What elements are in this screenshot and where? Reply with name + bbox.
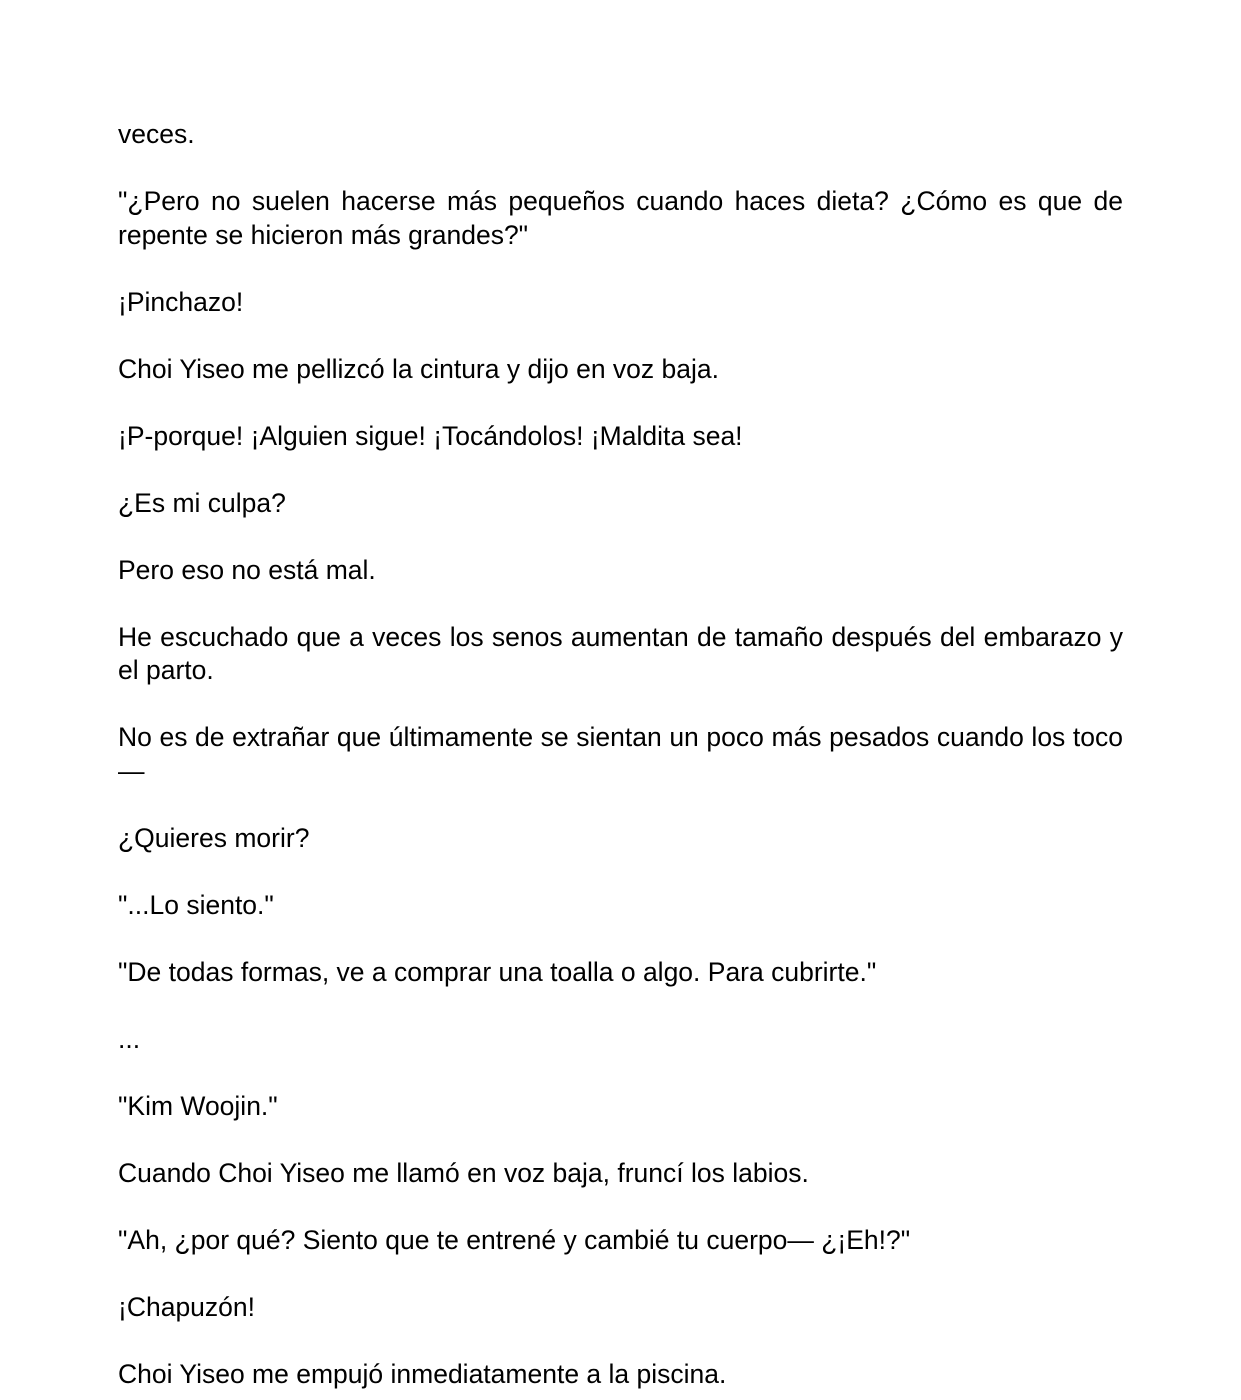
paragraph: "¿Pero no suelen hacerse más pequeños cuando haces dieta? ¿Cómo es que de repente se hicieron más grandes?" [118, 186, 1123, 250]
paragraph: veces. [118, 119, 195, 149]
paragraph: "Ah, ¿por qué? Siento que te entrené y cambié tu cuerpo— ¿¡Eh!?" [118, 1224, 911, 1255]
paragraph: "De todas formas, ve a comprar una toalla o algo. Para cubrirte." [118, 956, 877, 987]
paragraph: "Kim Woojin." [118, 1090, 278, 1121]
paragraph: Choi Yiseo me pellizcó la cintura y dijo en voz baja. [118, 353, 719, 384]
paragraph: No es de extrañar que últimamente se sientan un poco más pesados cuando los toco— [118, 722, 1123, 786]
paragraph: Cuando Choi Yiseo me llamó en voz baja, fruncí los labios. [118, 1157, 809, 1188]
paragraph: Pero eso no está mal. [118, 554, 376, 585]
paragraph: ¿Quieres morir? [118, 822, 310, 853]
paragraph: ... [118, 1023, 141, 1054]
paragraph: ¡P-porque! ¡Alguien sigue! ¡Tocándolos! ¡Maldita sea! [118, 420, 743, 451]
paragraph: He escuchado que a veces los senos aumentan de tamaño después del embarazo y el parto. [118, 621, 1123, 685]
document-page [118, 118, 1123, 1391]
paragraph: ¡Chapuzón! [118, 1291, 256, 1322]
paragraph: "...Lo siento." [118, 889, 274, 920]
paragraph: Choi Yiseo me empujó inmediatamente a la piscina. [118, 1358, 727, 1389]
paragraph: ¿Es mi culpa? [118, 487, 286, 518]
paragraph: ¡Pinchazo! [118, 286, 244, 317]
